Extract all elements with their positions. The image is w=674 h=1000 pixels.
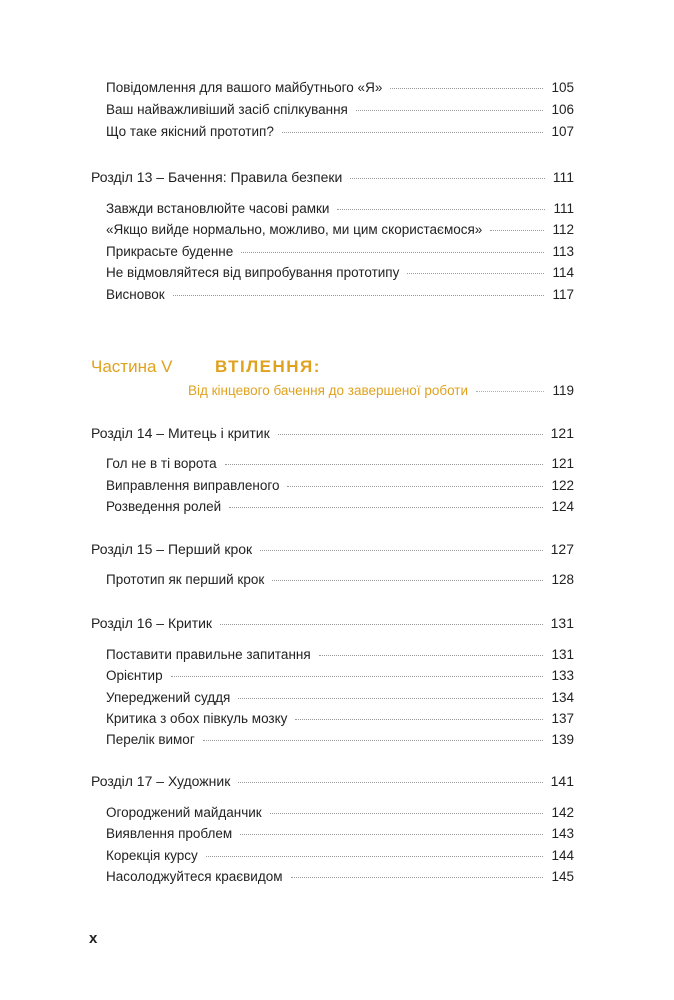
dot-leader (173, 295, 545, 296)
entry-page: 106 (551, 102, 574, 117)
dot-leader (407, 273, 544, 274)
entry-title: «Якщо вийде нормально, можливо, ми цим скористаємося» (106, 222, 483, 237)
dot-leader (287, 486, 543, 487)
entry-page: 111 (553, 201, 574, 216)
chapter-entry[interactable] (91, 424, 574, 442)
toc-entry[interactable] (106, 101, 574, 119)
entry-page: 114 (552, 265, 574, 280)
dot-leader (476, 391, 544, 392)
dot-leader (220, 624, 543, 625)
page-number: x (89, 930, 98, 947)
toc-entry[interactable] (106, 79, 574, 97)
dot-leader (238, 698, 543, 699)
entry-page: 134 (551, 690, 574, 705)
entry-title: Корекція курсу (106, 848, 198, 863)
entry-title: Ваш найважливіший засіб спілкування (106, 102, 348, 117)
dot-leader (260, 550, 542, 551)
entry-title: Завжди встановлюйте часові рамки (106, 201, 330, 216)
dot-leader (203, 740, 544, 741)
entry-page: 112 (552, 222, 574, 237)
toc-entry[interactable] (106, 455, 574, 473)
part-page: 119 (552, 383, 574, 398)
dot-leader (356, 110, 544, 111)
toc-entry[interactable] (106, 847, 574, 865)
dot-leader (490, 230, 544, 231)
toc-entry[interactable] (106, 731, 574, 749)
chapter-page: 127 (550, 541, 574, 557)
dot-leader (225, 464, 544, 465)
entry-title: Перелік вимог (106, 732, 195, 747)
entry-title: Що таке якісний прототип? (106, 124, 274, 139)
part-title: ВТІЛЕННЯ: (215, 357, 321, 376)
entry-page: 133 (551, 668, 574, 683)
entry-title: Упереджений суддя (106, 690, 231, 705)
entry-title: Повідомлення для вашого майбутнього «Я» (106, 80, 383, 95)
entry-page: 143 (551, 826, 574, 841)
toc-entry[interactable] (106, 221, 574, 239)
part-label: Частина V (91, 357, 173, 376)
toc-entry[interactable] (106, 200, 574, 218)
chapter-page: 131 (550, 615, 574, 631)
entry-title: Критика з обох півкуль мозку (106, 711, 288, 726)
dot-leader (229, 507, 543, 508)
entry-page: 128 (551, 572, 574, 587)
entry-title: Розведення ролей (106, 499, 222, 514)
entry-title: Насолоджуйтеся краєвидом (106, 869, 283, 884)
entry-title: Виправлення виправленого (106, 478, 280, 493)
entry-page: 122 (551, 478, 574, 493)
toc-entry[interactable] (106, 264, 574, 282)
chapter-entry[interactable] (91, 540, 574, 558)
entry-title: Не відмовляйтеся від випробування прототипу (106, 265, 400, 280)
entry-page: 142 (551, 805, 574, 820)
part-subtitle-entry[interactable] (188, 382, 574, 400)
dot-leader (350, 178, 544, 179)
entry-title: Висновок (106, 287, 165, 302)
toc-entry[interactable] (106, 123, 574, 141)
chapter-entry[interactable] (91, 614, 574, 632)
entry-page: 137 (551, 711, 574, 726)
dot-leader (390, 88, 543, 89)
dot-leader (206, 856, 544, 857)
entry-title: Орієнтир (106, 668, 163, 683)
toc-entry[interactable] (106, 710, 574, 728)
entry-page: 121 (551, 456, 574, 471)
entry-title: Прототип як перший крок (106, 572, 265, 587)
toc-entry[interactable] (106, 243, 574, 261)
entry-page: 139 (551, 732, 574, 747)
entry-title: Прикрасьте буденне (106, 244, 234, 259)
entry-page: 131 (551, 647, 574, 662)
toc-entry[interactable] (106, 477, 574, 495)
toc-entry[interactable] (106, 646, 574, 664)
chapter-page: 121 (550, 425, 574, 441)
entry-page: 124 (551, 499, 574, 514)
toc-entry[interactable] (106, 825, 574, 843)
toc-entry[interactable] (106, 498, 574, 516)
entry-page: 145 (551, 869, 574, 884)
chapter-entry[interactable] (91, 772, 574, 790)
entry-title: Виявлення проблем (106, 826, 233, 841)
toc-entry[interactable] (106, 667, 574, 685)
toc-entry[interactable] (106, 868, 574, 886)
dot-leader (337, 209, 545, 210)
dot-leader (319, 655, 544, 656)
dot-leader (171, 676, 544, 677)
entry-page: 107 (551, 124, 574, 139)
dot-leader (272, 580, 543, 581)
dot-leader (240, 834, 543, 835)
entry-title: Огороджений майданчик (106, 805, 262, 820)
dot-leader (241, 252, 544, 253)
chapter-title: Розділ 16 – Критик (91, 615, 213, 631)
dot-leader (238, 782, 542, 783)
entry-title: Поставити правильне запитання (106, 647, 311, 662)
toc-entry[interactable] (106, 804, 574, 822)
part-subtitle: Від кінцевого бачення до завершеної роботи (188, 383, 468, 398)
chapter-page: 141 (550, 773, 574, 789)
entry-page: 144 (551, 848, 574, 863)
toc-entry[interactable] (106, 286, 574, 304)
chapter-title: Розділ 13 – Бачення: Правила безпеки (91, 169, 343, 185)
chapter-title: Розділ 15 – Перший крок (91, 541, 253, 557)
entry-page: 117 (552, 287, 574, 302)
dot-leader (270, 813, 544, 814)
entry-page: 113 (552, 244, 574, 259)
chapter-page: 111 (552, 169, 574, 185)
chapter-entry[interactable] (91, 168, 574, 186)
entry-title: Гол не в ті ворота (106, 456, 217, 471)
dot-leader (278, 434, 543, 435)
dot-leader (282, 132, 544, 133)
chapter-title: Розділ 14 – Митець і критик (91, 425, 270, 441)
chapter-title: Розділ 17 – Художник (91, 773, 231, 789)
dot-leader (291, 877, 544, 878)
toc-entry[interactable] (106, 689, 574, 707)
dot-leader (295, 719, 543, 720)
toc-entry[interactable] (106, 571, 574, 589)
entry-page: 105 (551, 80, 574, 95)
